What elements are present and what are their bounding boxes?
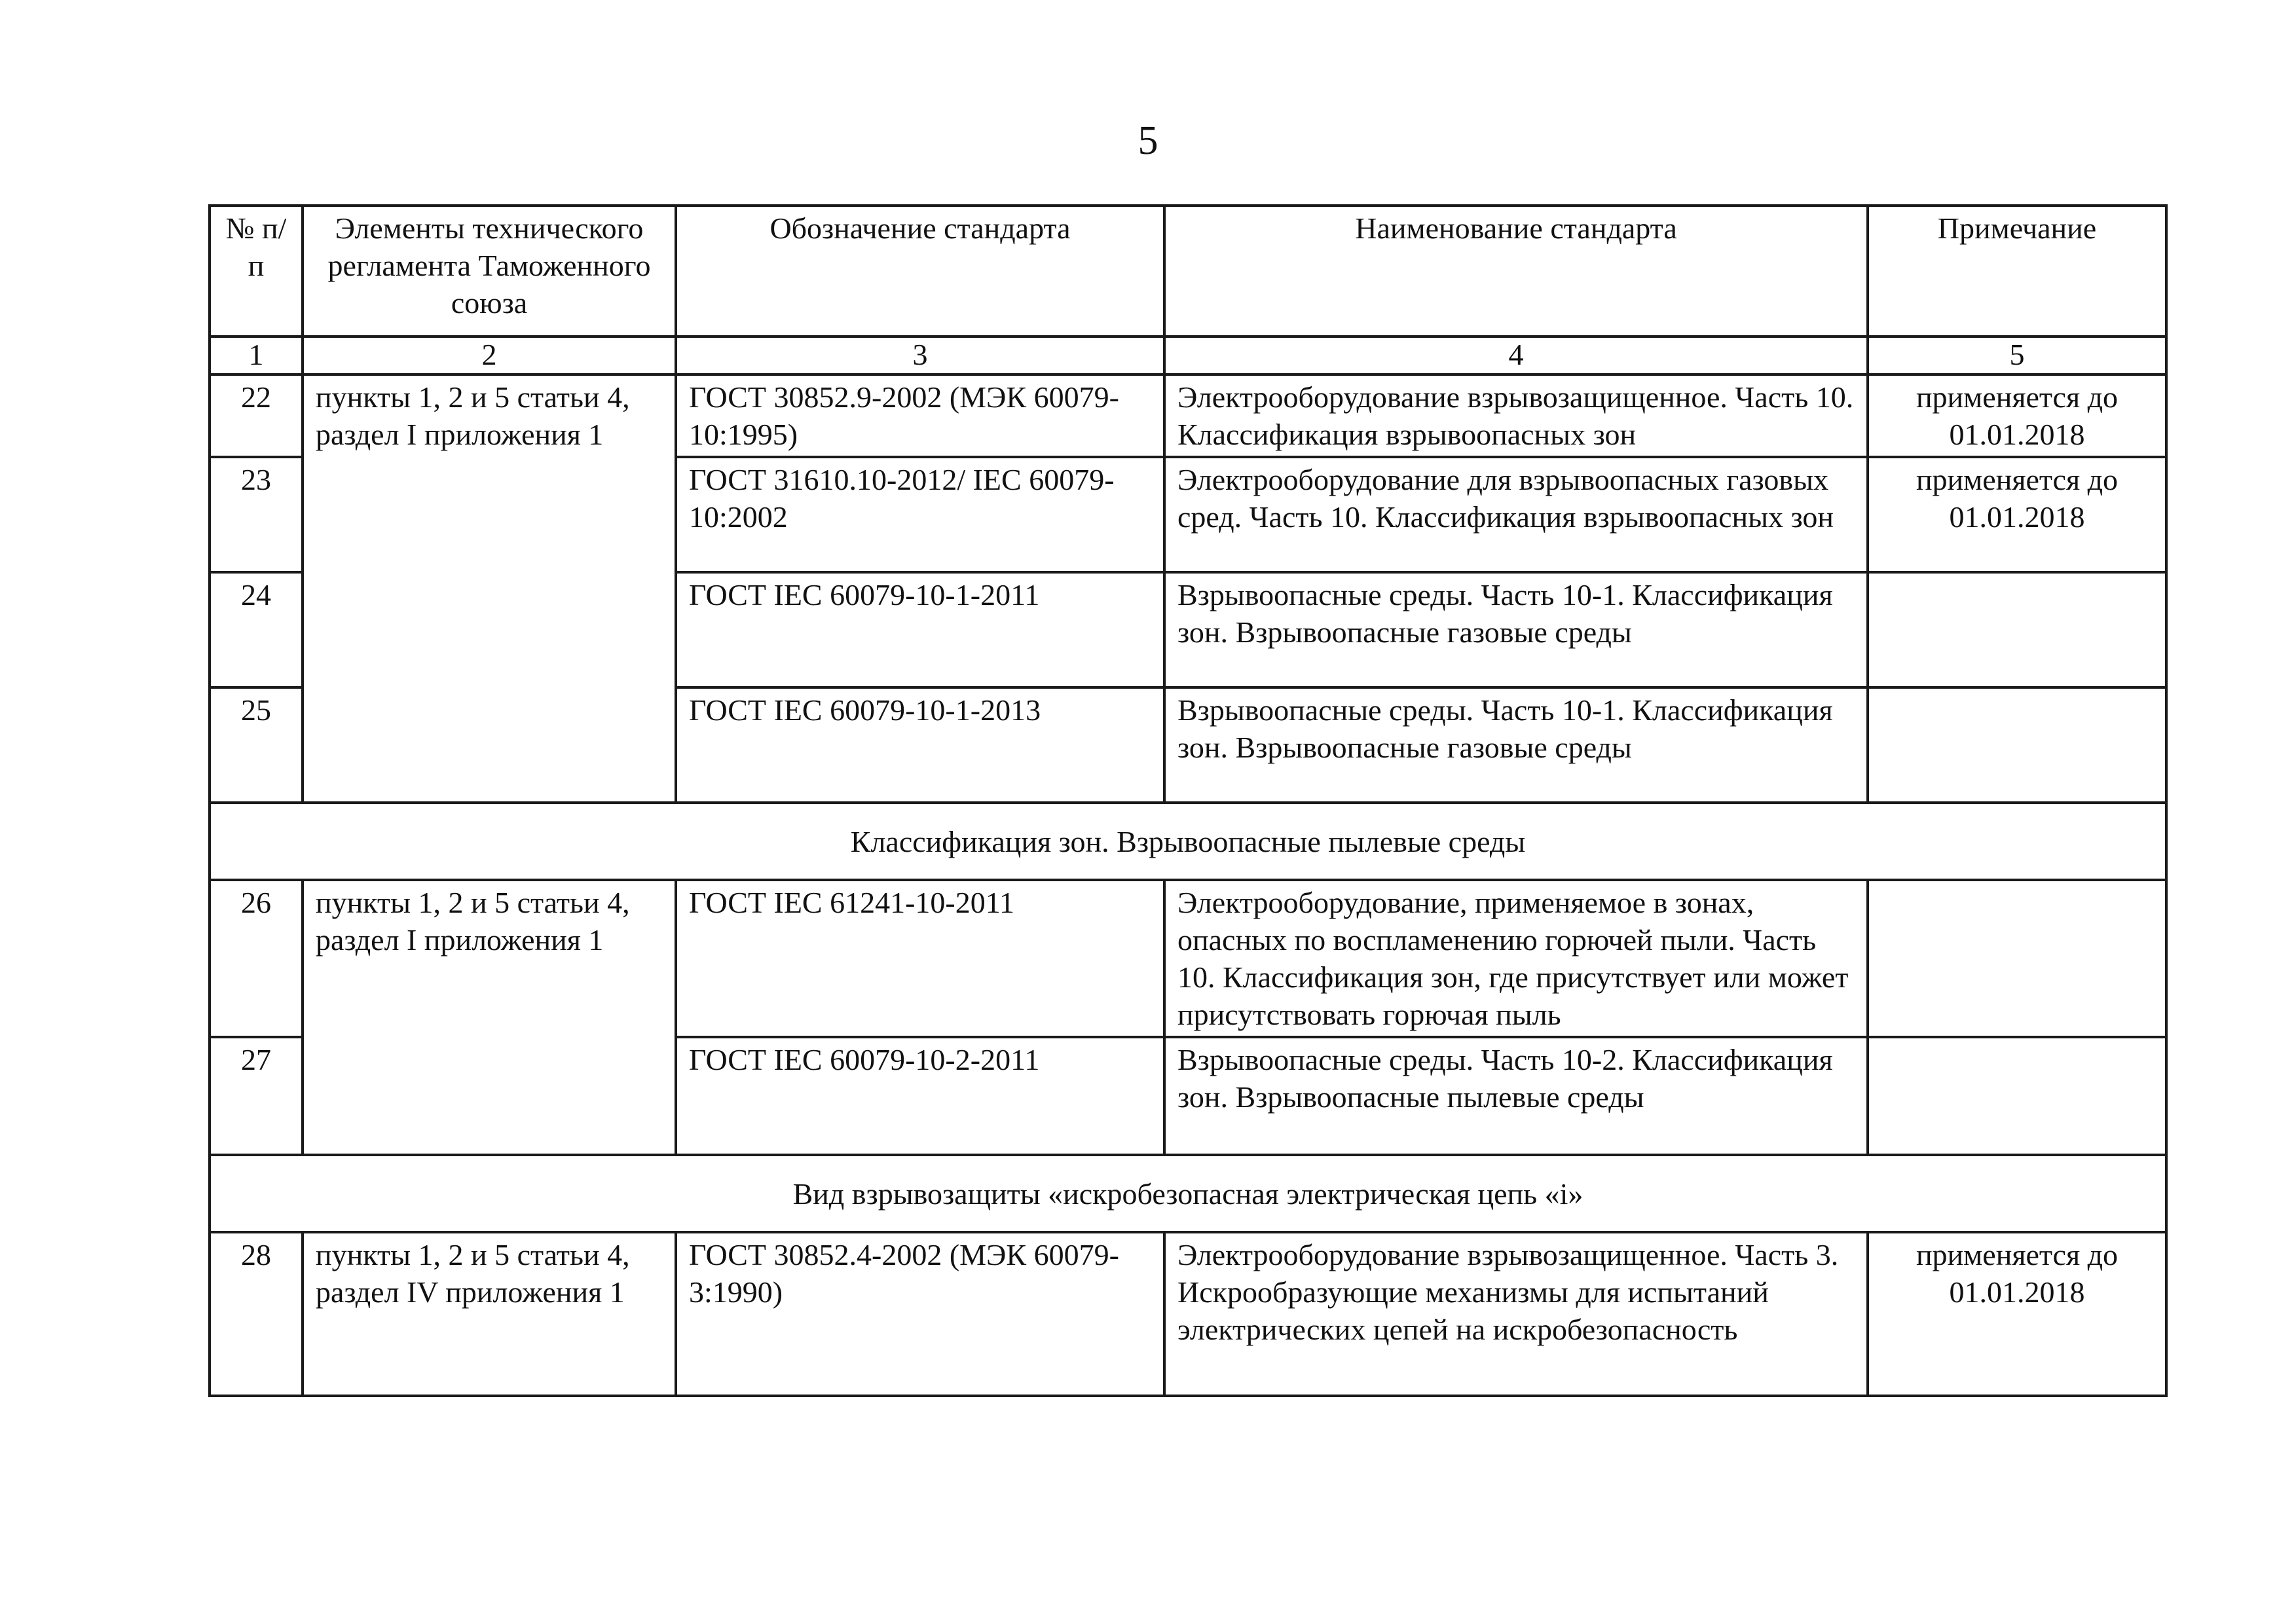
section-heading: Классификация зон. Взрывоопасные пылевые среды (210, 803, 2166, 880)
row-number: 26 (210, 880, 303, 1037)
regulation-element: пункты 1, 2 и 5 статьи 4, раздел IV приложения 1 (303, 1232, 676, 1396)
note (1868, 1037, 2166, 1155)
header-standard-name: Наименование стандарта (1164, 206, 1868, 337)
table-row (210, 880, 2166, 1037)
table-row (210, 1232, 2166, 1396)
column-number: 5 (1868, 337, 2166, 374)
column-number: 3 (676, 337, 1164, 374)
column-number: 4 (1164, 337, 1868, 374)
note (1868, 687, 2166, 803)
standard-code: ГОСТ 30852.9-2002 (МЭК 60079-10:1995) (676, 374, 1164, 457)
regulation-element: пункты 1, 2 и 5 статьи 4, раздел I приложения 1 (303, 880, 676, 1155)
section-heading: Вид взрывозащиты «искробезопасная электрическая цепь «i» (210, 1155, 2166, 1232)
table-header-row (210, 206, 2166, 337)
column-number: 2 (303, 337, 676, 374)
header-regulation-elements: Элементы технического регламента Таможенного союза (303, 206, 676, 337)
standard-code: ГОСТ IEC 60079-10-2-2011 (676, 1037, 1164, 1155)
standard-name: Электрооборудование взрывозащищенное. Часть 10. Классификация взрывоопасных зон (1164, 374, 1868, 457)
standard-name: Взрывоопасные среды. Часть 10-2. Классификация зон. Взрывоопасные пылевые среды (1164, 1037, 1868, 1155)
standard-code: ГОСТ IEC 61241-10-2011 (676, 880, 1164, 1037)
standard-name: Электрооборудование, применяемое в зонах, опасных по воспламенению горючей пыли. Часть 10. Классификация зон, где присутствует или может присутствовать горючая пыль (1164, 880, 1868, 1037)
standard-code: ГОСТ 30852.4-2002 (МЭК 60079-3:1990) (676, 1232, 1164, 1396)
table-row (210, 374, 2166, 457)
header-number: № п/п (210, 206, 303, 337)
row-number: 25 (210, 687, 303, 803)
section-row (210, 803, 2166, 880)
row-number: 28 (210, 1232, 303, 1396)
standard-name: Электрооборудование для взрывоопасных газовых сред. Часть 10. Классификация взрывоопасных зон (1164, 457, 1868, 572)
row-number: 27 (210, 1037, 303, 1155)
column-number-row (210, 337, 2166, 374)
section-row (210, 1155, 2166, 1232)
row-number: 23 (210, 457, 303, 572)
note: применяется до 01.01.2018 (1868, 1232, 2166, 1396)
row-number: 22 (210, 374, 303, 457)
page-number: 5 (1138, 119, 1158, 163)
standard-code: ГОСТ IEC 60079-10-1-2011 (676, 572, 1164, 687)
note: применяется до 01.01.2018 (1868, 457, 2166, 572)
header-note: Примечание (1868, 206, 2166, 337)
regulation-element: пункты 1, 2 и 5 статьи 4, раздел I приложения 1 (303, 374, 676, 803)
standard-name: Взрывоопасные среды. Часть 10-1. Классификация зон. Взрывоопасные газовые среды (1164, 687, 1868, 803)
standard-code: ГОСТ 31610.10-2012/ IEC 60079-10:2002 (676, 457, 1164, 572)
note: применяется до 01.01.2018 (1868, 374, 2166, 457)
standard-code: ГОСТ IEC 60079-10-1-2013 (676, 687, 1164, 803)
standard-name: Взрывоопасные среды. Часть 10-1. Классификация зон. Взрывоопасные газовые среды (1164, 572, 1868, 687)
note (1868, 880, 2166, 1037)
column-number: 1 (210, 337, 303, 374)
note (1868, 572, 2166, 687)
row-number: 24 (210, 572, 303, 687)
standard-name: Электрооборудование взрывозащищенное. Часть 3. Искрообразующие механизмы для испытаний электрических цепей на искробезопасность (1164, 1232, 1868, 1396)
standards-table (208, 204, 2168, 1397)
header-standard-code: Обозначение стандарта (676, 206, 1164, 337)
